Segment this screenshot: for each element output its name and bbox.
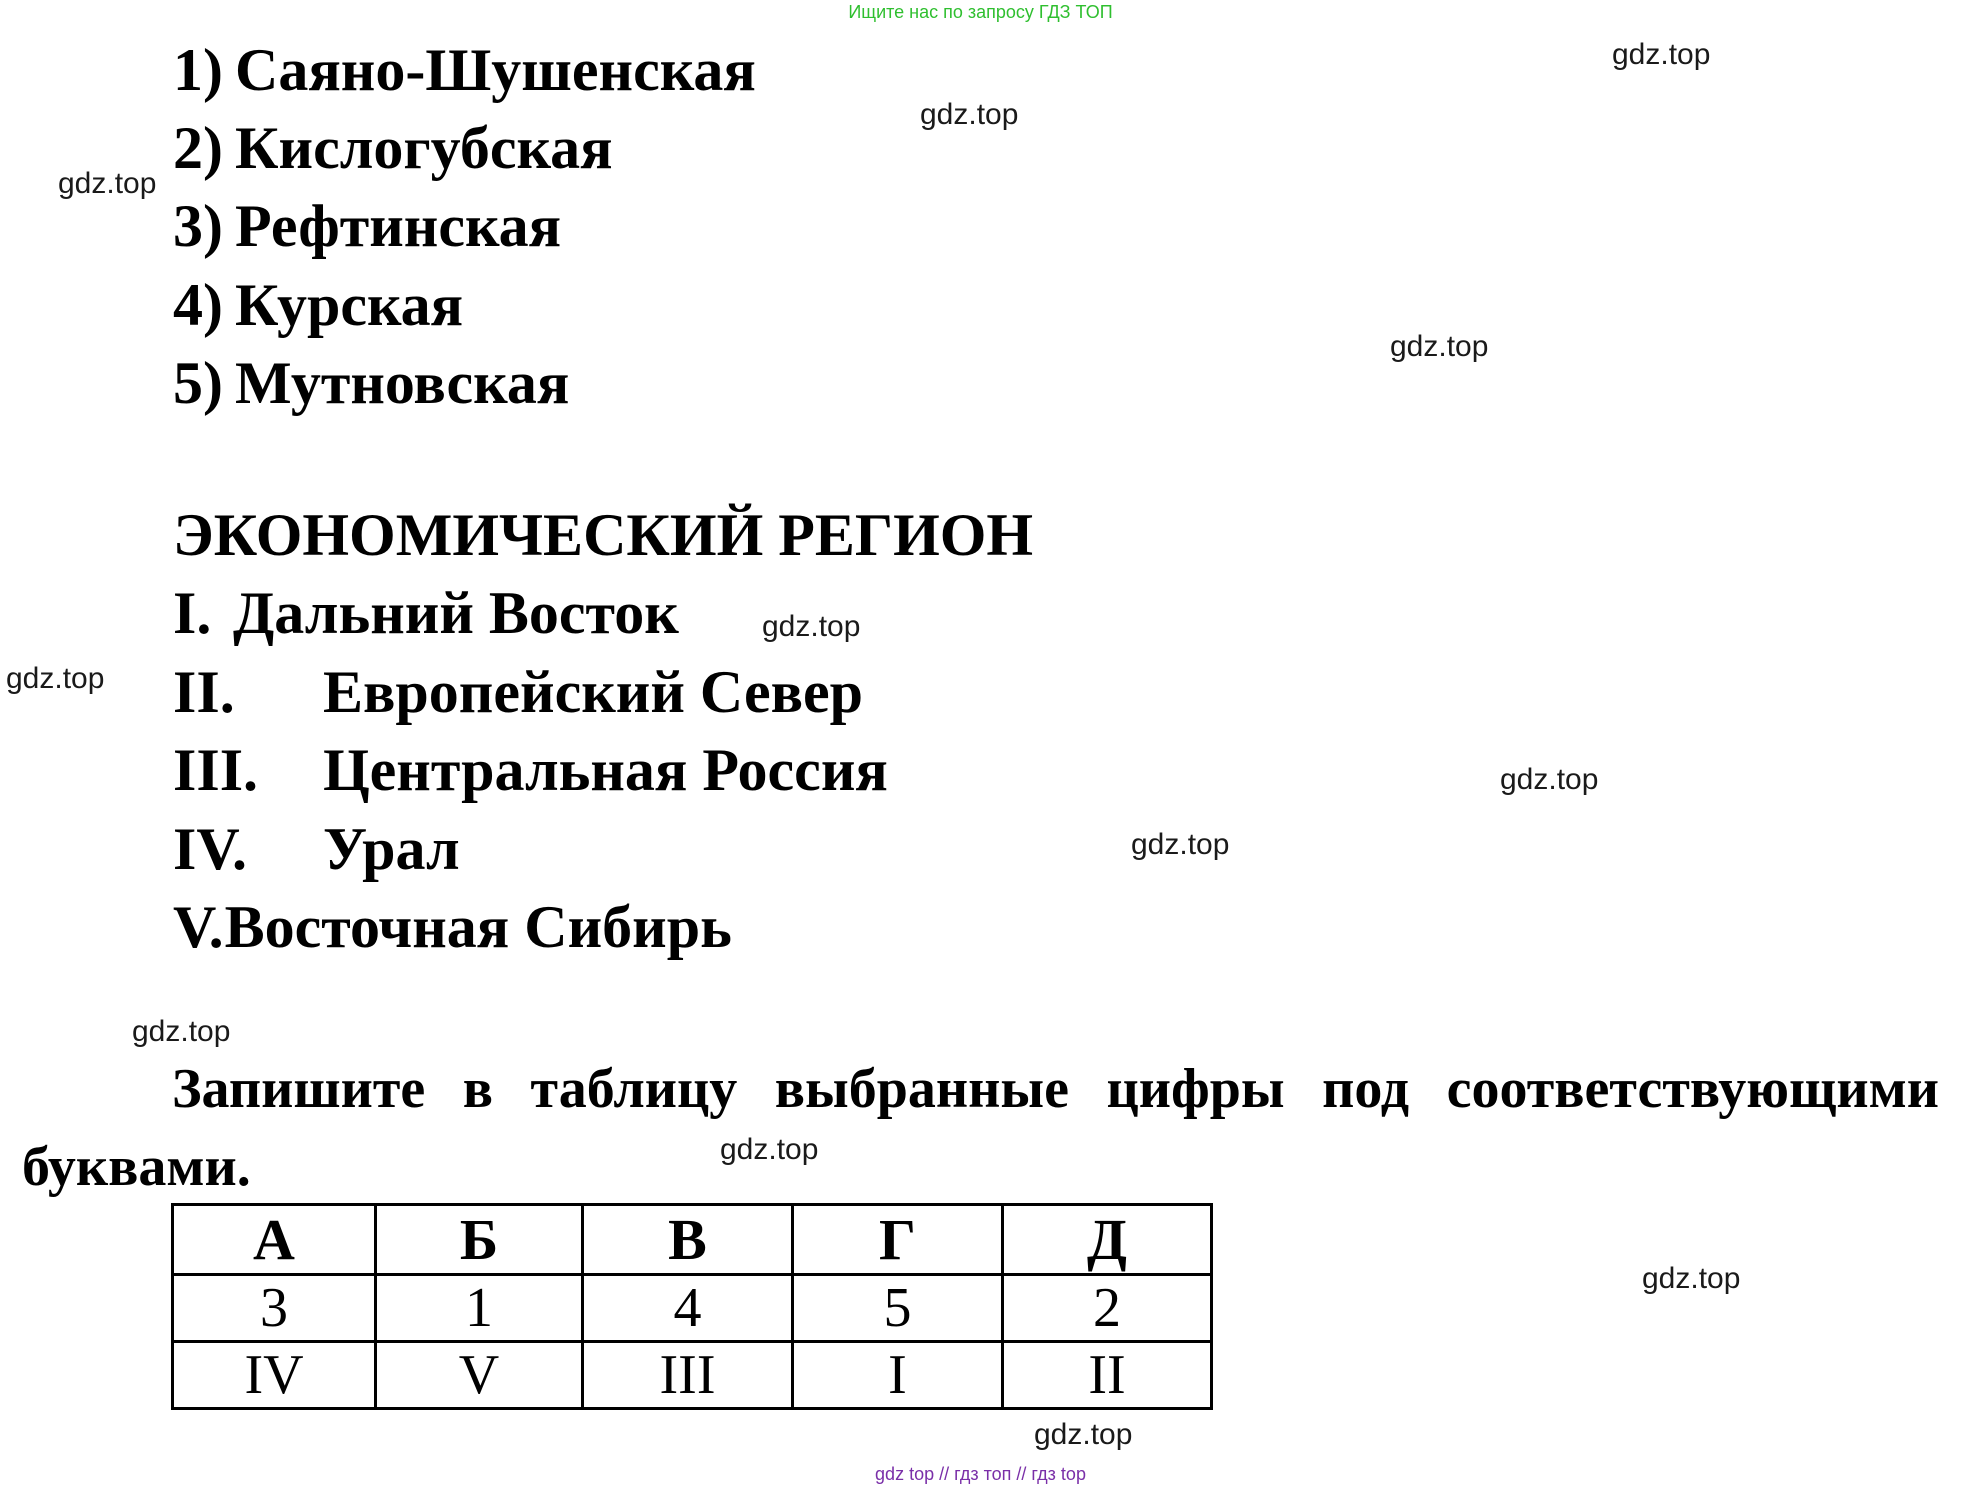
region-item: I. Дальний Восток xyxy=(173,580,679,646)
table-cell-number: 5 xyxy=(793,1275,1003,1342)
table-cell-region: V xyxy=(376,1342,583,1409)
station-item xyxy=(173,272,464,338)
region-number: II. xyxy=(173,659,235,725)
table-row xyxy=(173,1342,1212,1409)
station-number: 2) xyxy=(173,115,223,181)
region-name: Европейский Север xyxy=(323,659,863,725)
station-number: 5) xyxy=(173,350,223,416)
station-item xyxy=(173,350,570,416)
table-header-cell: А xyxy=(173,1205,376,1275)
region-name: Центральная Россия xyxy=(323,737,888,803)
table-cell-region: I xyxy=(793,1342,1003,1409)
top-banner: Ищите нас по запросу ГДЗ ТОП xyxy=(848,2,1113,22)
region-item xyxy=(173,894,732,960)
watermark: gdz.top xyxy=(6,662,105,695)
station-item xyxy=(173,37,756,103)
region-item xyxy=(173,816,460,882)
table-row xyxy=(173,1275,1212,1342)
region-item xyxy=(173,659,863,725)
station-name: Саяно-Шушенская xyxy=(235,37,756,103)
table-cell-number: 2 xyxy=(1003,1275,1212,1342)
table-cell-region: II xyxy=(1003,1342,1212,1409)
station-name: Мутновская xyxy=(235,350,570,416)
table-cell-region: IV xyxy=(173,1342,376,1409)
table-cell-number: 1 xyxy=(376,1275,583,1342)
region-number: V. xyxy=(173,894,224,960)
footer-text: gdz top // гдз топ // гдз top xyxy=(875,1464,1086,1484)
section-title: ЭКОНОМИЧЕСКИЙ РЕГИОН xyxy=(173,502,1034,568)
station-name: Кислогубская xyxy=(235,115,613,181)
station-item xyxy=(173,115,613,181)
watermark: gdz.top xyxy=(1390,330,1489,363)
station-number: 1) xyxy=(173,37,223,103)
table-header-row xyxy=(173,1205,1212,1275)
station-item xyxy=(173,193,562,259)
watermark: gdz.top xyxy=(1642,1262,1741,1295)
watermark: gdz.top xyxy=(1131,828,1230,861)
region-name: Урал xyxy=(323,816,460,882)
watermark: gdz.top xyxy=(132,1015,231,1048)
answer-table xyxy=(171,1203,1213,1410)
watermark: gdz.top xyxy=(920,98,1019,131)
watermark: gdz.top xyxy=(1034,1418,1133,1451)
region-name: Дальний Восток xyxy=(233,580,679,646)
station-name: Курская xyxy=(235,272,464,338)
station-number: 4) xyxy=(173,272,223,338)
watermark: gdz.top xyxy=(762,610,861,643)
region-name: Восточная Сибирь xyxy=(224,894,732,960)
table-header-cell: Б xyxy=(376,1205,583,1275)
region-number: III. xyxy=(173,737,259,803)
table-cell-region: III xyxy=(583,1342,793,1409)
watermark: gdz.top xyxy=(1612,38,1711,71)
watermark: gdz.top xyxy=(1500,763,1599,796)
station-number: 3) xyxy=(173,193,223,259)
table-cell-number: 4 xyxy=(583,1275,793,1342)
region-item xyxy=(173,737,888,803)
table-cell-number: 3 xyxy=(173,1275,376,1342)
station-name: Рефтинская xyxy=(235,193,562,259)
watermark: gdz.top xyxy=(58,167,157,200)
region-number: IV. xyxy=(173,816,247,882)
table-header-cell: Г xyxy=(793,1205,1003,1275)
watermark: gdz.top xyxy=(720,1133,819,1166)
table-header-cell: Д xyxy=(1003,1205,1212,1275)
table-header-cell: В xyxy=(583,1205,793,1275)
instruction-text: Запишите в таблицу выбранные цифры под соответствующими буквами. xyxy=(22,1058,1939,1198)
